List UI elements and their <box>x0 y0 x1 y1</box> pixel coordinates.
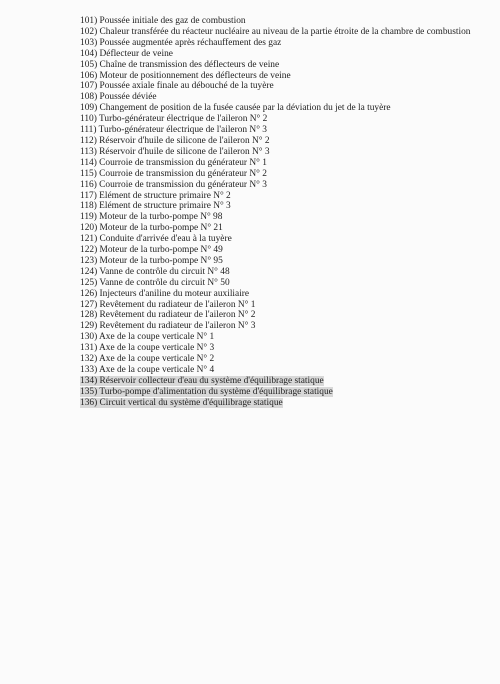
list-item: 129) Revêtement du radiateur de l'aileron N° 3 <box>80 321 256 332</box>
list-item: 132) Axe de la coupe verticale N° 2 <box>80 354 215 365</box>
list-item: 119) Moteur de la turbo-pompe N° 98 <box>80 212 223 223</box>
list-item: 124) Vanne de contrôle du circuit N° 48 <box>80 266 230 277</box>
list-item: 112) Réservoir d'huile de silicone de l'aileron N° 2 <box>80 135 270 146</box>
list-item: 134) Réservoir collecteur d'eau du système d'équilibrage statique <box>80 375 324 386</box>
list-item: 115) Courroie de transmission du générateur N° 2 <box>80 168 267 179</box>
list-item: 118) Elément de structure primaire N° 3 <box>80 201 231 212</box>
list-item: 127) Revêtement du radiateur de l'aileron N° 1 <box>80 299 256 310</box>
list-item: 103) Poussée augmentée après réchauffement des gaz <box>80 37 282 48</box>
list-item: 126) Injecteurs d'aniline du moteur auxiliaire <box>80 288 250 299</box>
list-item: 110) Turbo-générateur électrique de l'aileron N° 2 <box>80 114 268 125</box>
list-item: 116) Courroie de transmission du générateur N° 3 <box>80 179 267 190</box>
list-item: 133) Axe de la coupe verticale N° 4 <box>80 365 215 375</box>
list-item: 121) Conduite d'arrivée d'eau à la tuyère <box>80 234 232 245</box>
list-item: 117) Elément de structure primaire N° 2 <box>80 190 231 201</box>
numbered-legend-list <box>80 16 480 409</box>
list-item: 108) Poussée déviée <box>80 92 157 103</box>
list-item: 113) Réservoir d'huile de silicone de l'aileron N° 3 <box>80 146 270 157</box>
list-item: 125) Vanne de contrôle du circuit N° 50 <box>80 277 230 288</box>
list-item: 120) Moteur de la turbo-pompe N° 21 <box>80 223 223 234</box>
list-item: 122) Moteur de la turbo-pompe N° 49 <box>80 245 223 256</box>
list-item: 102) Chaleur transférée du réacteur nucléaire au niveau de la partie étroite de la chambre de combustion <box>80 26 471 37</box>
list-item: 111) Turbo-générateur électrique de l'aileron N° 3 <box>80 125 267 136</box>
list-item: 105) Chaîne de transmission des déflecteurs de veine <box>80 59 280 70</box>
list-item: 107) Poussée axiale finale au débouché de la tuyère <box>80 81 274 92</box>
list-item: 131) Axe de la coupe verticale N° 3 <box>80 343 215 354</box>
list-item: 101) Poussée initiale des gaz de combustion <box>80 16 246 26</box>
list-item: 123) Moteur de la turbo-pompe N° 95 <box>80 255 223 266</box>
list-item: 136) Circuit vertical du système d'équilibrage statique <box>80 397 283 408</box>
list-item: 114) Courroie de transmission du générateur N° 1 <box>80 157 267 168</box>
list-item: 106) Moteur de positionnement des déflecteurs de veine <box>80 70 291 81</box>
list-item: 128) Revêtement du radiateur de l'aileron N° 2 <box>80 310 256 321</box>
list-item: 135) Turbo-pompe d'alimentation du système d'équilibrage statique <box>80 386 333 397</box>
list-item: 104) Déflecteur de veine <box>80 48 173 59</box>
list-item: 130) Axe de la coupe verticale N° 1 <box>80 332 215 343</box>
list-item: 109) Changement de position de la fusée causée par la déviation du jet de la tuyère <box>80 103 391 114</box>
